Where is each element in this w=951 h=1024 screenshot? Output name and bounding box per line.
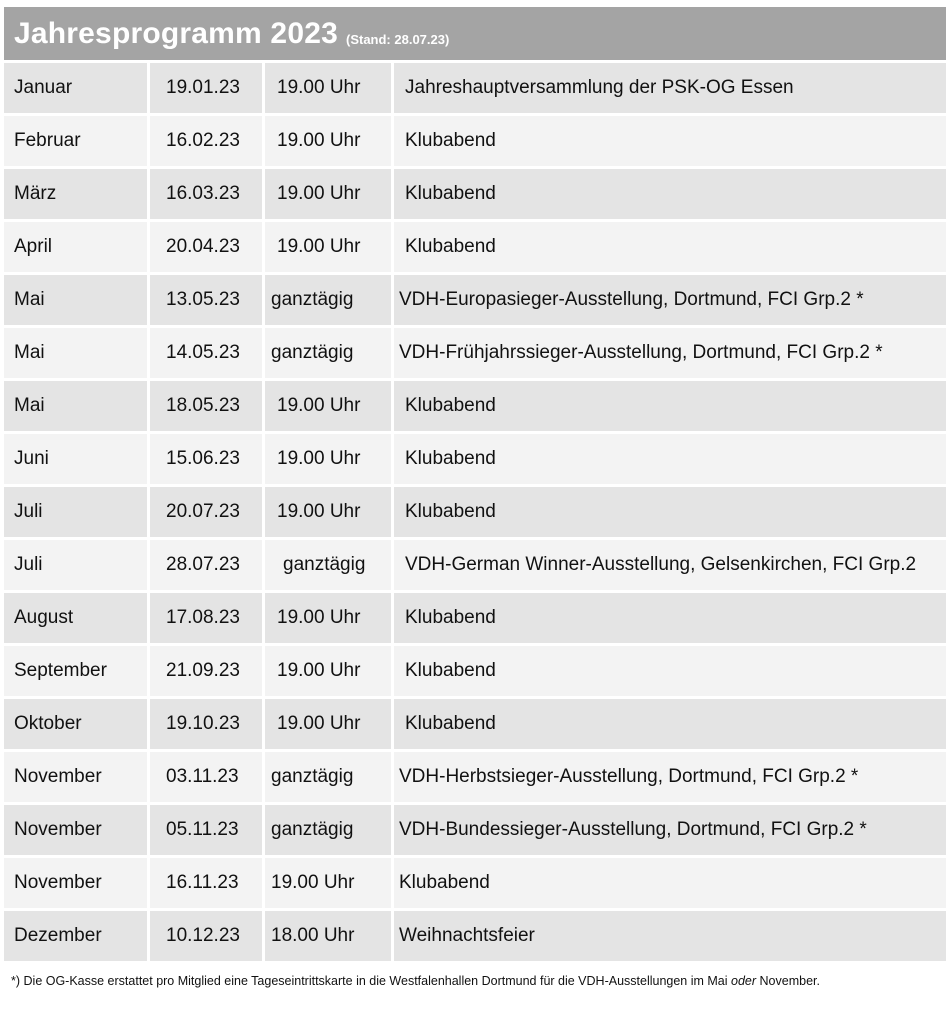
event-cell: Klubabend	[394, 593, 946, 643]
month-cell: März	[4, 169, 147, 219]
program-sheet	[4, 7, 946, 964]
event-cell: VDH-Herbstsieger-Ausstellung, Dortmund, FCI Grp.2 *	[394, 752, 946, 802]
date-cell: 03.11.23	[150, 752, 262, 802]
month-cell: Februar	[4, 116, 147, 166]
time-cell: 19.00 Uhr	[265, 593, 391, 643]
table-row	[4, 222, 946, 272]
time-cell: 19.00 Uhr	[265, 434, 391, 484]
time-cell: ganztägig	[265, 752, 391, 802]
date-cell: 13.05.23	[150, 275, 262, 325]
time-cell: 19.00 Uhr	[265, 487, 391, 537]
time-cell: ganztägig	[265, 275, 391, 325]
event-cell: Klubabend	[394, 699, 946, 749]
date-cell: 18.05.23	[150, 381, 262, 431]
month-cell: September	[4, 646, 147, 696]
table-row	[4, 328, 946, 378]
table-row	[4, 381, 946, 431]
table-row	[4, 752, 946, 802]
status-date: (Stand: 28.07.23)	[345, 32, 450, 47]
date-cell: 19.01.23	[150, 63, 262, 113]
date-cell: 17.08.23	[150, 593, 262, 643]
table-row	[4, 116, 946, 166]
event-cell: Jahreshauptversammlung der PSK-OG Essen	[394, 63, 946, 113]
date-cell: 19.10.23	[150, 699, 262, 749]
date-cell: 10.12.23	[150, 911, 262, 961]
table-row	[4, 699, 946, 749]
date-cell: 15.06.23	[150, 434, 262, 484]
month-cell: Juli	[4, 540, 147, 590]
time-cell: 19.00 Uhr	[265, 222, 391, 272]
table-row	[4, 434, 946, 484]
event-cell: Klubabend	[394, 487, 946, 537]
table-row	[4, 858, 946, 908]
footnote-emphasis: oder	[731, 974, 757, 988]
event-cell: Klubabend	[394, 858, 946, 908]
date-cell: 14.05.23	[150, 328, 262, 378]
month-cell: November	[4, 858, 147, 908]
month-cell: August	[4, 593, 147, 643]
month-cell: Oktober	[4, 699, 147, 749]
event-cell: VDH-Europasieger-Ausstellung, Dortmund, FCI Grp.2 *	[394, 275, 946, 325]
month-cell: November	[4, 752, 147, 802]
time-cell: 19.00 Uhr	[265, 381, 391, 431]
date-cell: 20.07.23	[150, 487, 262, 537]
table-row	[4, 593, 946, 643]
month-cell: Juni	[4, 434, 147, 484]
time-cell: ganztägig	[265, 328, 391, 378]
page-title: Jahresprogramm 2023	[14, 16, 338, 50]
event-cell: Weihnachtsfeier	[394, 911, 946, 961]
month-cell: Mai	[4, 328, 147, 378]
date-cell: 16.02.23	[150, 116, 262, 166]
event-cell: VDH-Bundessieger-Ausstellung, Dortmund, FCI Grp.2 *	[394, 805, 946, 855]
time-cell: 18.00 Uhr	[265, 911, 391, 961]
time-cell: 19.00 Uhr	[265, 116, 391, 166]
table-row	[4, 63, 946, 113]
date-cell: 21.09.23	[150, 646, 262, 696]
title-bar	[4, 7, 946, 60]
month-cell: April	[4, 222, 147, 272]
event-cell: VDH-Frühjahrssieger-Ausstellung, Dortmund, FCI Grp.2 *	[394, 328, 946, 378]
footnote	[11, 974, 820, 988]
month-cell: Juli	[4, 487, 147, 537]
table-row	[4, 646, 946, 696]
date-cell: 28.07.23	[150, 540, 262, 590]
month-cell: Mai	[4, 275, 147, 325]
event-cell: Klubabend	[394, 222, 946, 272]
table-row	[4, 275, 946, 325]
table-row	[4, 805, 946, 855]
time-cell: 19.00 Uhr	[265, 646, 391, 696]
date-cell: 16.11.23	[150, 858, 262, 908]
event-cell: Klubabend	[394, 381, 946, 431]
table-row	[4, 169, 946, 219]
month-cell: Mai	[4, 381, 147, 431]
month-cell: Januar	[4, 63, 147, 113]
event-cell: Klubabend	[394, 169, 946, 219]
footnote-text-after: November.	[756, 974, 820, 988]
event-cell: Klubabend	[394, 116, 946, 166]
program-table	[4, 63, 946, 961]
table-row	[4, 487, 946, 537]
time-cell: 19.00 Uhr	[265, 63, 391, 113]
event-cell: Klubabend	[394, 434, 946, 484]
event-cell: Klubabend	[394, 646, 946, 696]
date-cell: 05.11.23	[150, 805, 262, 855]
event-cell: VDH-German Winner-Ausstellung, Gelsenkirchen, FCI Grp.2	[394, 540, 946, 590]
date-cell: 20.04.23	[150, 222, 262, 272]
time-cell: ganztägig	[265, 805, 391, 855]
time-cell: 19.00 Uhr	[265, 699, 391, 749]
footnote-marker: *	[11, 974, 16, 988]
time-cell: 19.00 Uhr	[265, 169, 391, 219]
time-cell: 19.00 Uhr	[265, 858, 391, 908]
date-cell: 16.03.23	[150, 169, 262, 219]
month-cell: November	[4, 805, 147, 855]
time-cell: ganztägig	[265, 540, 391, 590]
month-cell: Dezember	[4, 911, 147, 961]
footnote-text-before: ) Die OG-Kasse erstattet pro Mitglied eine Tageseintrittskarte in die Westfalenhallen Dortmund für die VDH-Ausstellungen im Mai	[15, 974, 732, 988]
table-row	[4, 911, 946, 961]
table-row	[4, 540, 946, 590]
